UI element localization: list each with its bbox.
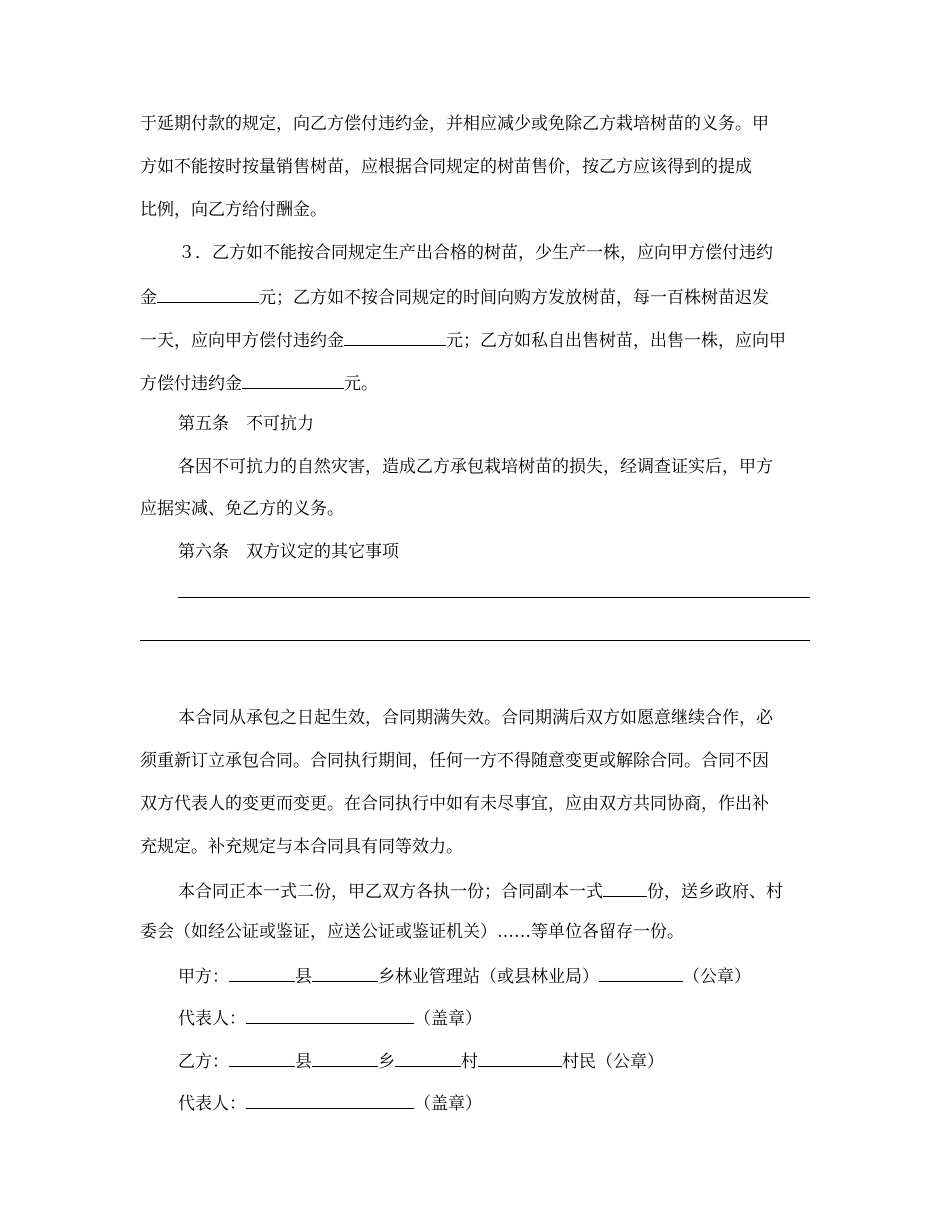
county-blank xyxy=(229,1048,295,1067)
clause-3-line xyxy=(140,284,769,310)
validity-paragraph: 充规定。补充规定与本合同具有同等效力。 xyxy=(140,837,463,857)
penalty-amount-blank xyxy=(344,327,446,346)
party-b-rep-line xyxy=(178,1090,482,1116)
clause-text: 一天，应向甲方偿付违约金 xyxy=(140,331,344,351)
clause-3-line xyxy=(140,370,378,396)
representative-blank xyxy=(246,1090,414,1109)
representative-blank xyxy=(246,1005,414,1024)
township-blank xyxy=(312,1048,378,1067)
validity-paragraph: 双方代表人的变更而变更。在合同执行中如有未尽事宜，应由双方共同协商，作出补 xyxy=(140,794,769,814)
party-a-label: 甲方： xyxy=(178,967,229,987)
penalty-amount-blank xyxy=(242,370,344,389)
copies-paragraph xyxy=(178,878,783,904)
copies-paragraph: 委会（如经公证或鉴证，应送公证或鉴证机关）……等单位各留存一份。 xyxy=(140,922,684,942)
official-seal-label: （公章） xyxy=(683,967,751,987)
party-b-line xyxy=(178,1048,664,1074)
copies-text: 本合同正本一式二份，甲乙双方各执一份；合同副本一式 xyxy=(178,882,603,902)
township-blank xyxy=(312,963,378,982)
representative-label: 代表人： xyxy=(178,1094,246,1114)
clause-text: 元；乙方如私自出售树苗，出售一株，应向甲 xyxy=(446,331,786,351)
clause-3-line xyxy=(140,327,786,353)
clause-text: 方偿付违约金 xyxy=(140,374,242,394)
validity-paragraph: 本合同从承包之日起生效，合同期满失效。合同期满后双方如愿意继续合作，必 xyxy=(178,708,773,728)
representative-label: 代表人： xyxy=(178,1009,246,1029)
article-6-heading: 第六条 双方议定的其它事项 xyxy=(178,542,399,562)
party-b-label: 乙方： xyxy=(178,1052,229,1072)
party-a-line xyxy=(178,963,751,989)
copies-count-blank xyxy=(603,878,647,897)
party-a-name-blank xyxy=(599,963,683,982)
county-blank xyxy=(229,963,295,982)
seal-label: （盖章） xyxy=(414,1009,482,1029)
villager-seal-label: 村民（公章） xyxy=(562,1052,664,1072)
text-line: 比例，向乙方给付酬金。 xyxy=(140,200,327,220)
validity-paragraph: 须重新订立承包合同。合同执行期间，任何一方不得随意变更或解除合同。合同不因 xyxy=(140,751,769,771)
villager-name-blank xyxy=(478,1048,562,1067)
party-a-rep-line xyxy=(178,1005,482,1031)
village-label: 村 xyxy=(461,1052,478,1072)
clause-text: 元；乙方如不按合同规定的时间向购方发放树苗，每一百株树苗迟发 xyxy=(259,288,769,308)
clause-3-line: ３．乙方如不能按合同规定生产出合格的树苗，少生产一株，应向甲方偿付违约 xyxy=(178,243,773,263)
village-blank xyxy=(395,1048,461,1067)
blank-rule xyxy=(140,640,810,641)
article-5-heading: 第五条 不可抗力 xyxy=(178,414,314,434)
seal-label: （盖章） xyxy=(414,1094,482,1114)
blank-rule xyxy=(178,597,810,598)
clause-text: 元。 xyxy=(344,374,378,394)
penalty-amount-blank xyxy=(157,284,259,303)
county-label: 县 xyxy=(295,967,312,987)
copies-text: 份，送乡政府、村 xyxy=(647,882,783,902)
text-line: 方如不能按时按量销售树苗，应根据合同规定的树苗售价，按乙方应该得到的提成 xyxy=(140,157,752,177)
county-label: 县 xyxy=(295,1052,312,1072)
article-5-body: 应据实减、免乙方的义务。 xyxy=(140,499,344,519)
article-5-body: 各因不可抗力的自然灾害，造成乙方承包栽培树苗的损失，经调查证实后，甲方 xyxy=(178,457,773,477)
forestry-station-label: 乡林业管理站（或县林业局） xyxy=(378,967,599,987)
township-label: 乡 xyxy=(378,1052,395,1072)
text-line: 于延期付款的规定，向乙方偿付违约金，并相应减少或免除乙方栽培树苗的义务。甲 xyxy=(140,114,769,134)
clause-text: 金 xyxy=(140,288,157,308)
